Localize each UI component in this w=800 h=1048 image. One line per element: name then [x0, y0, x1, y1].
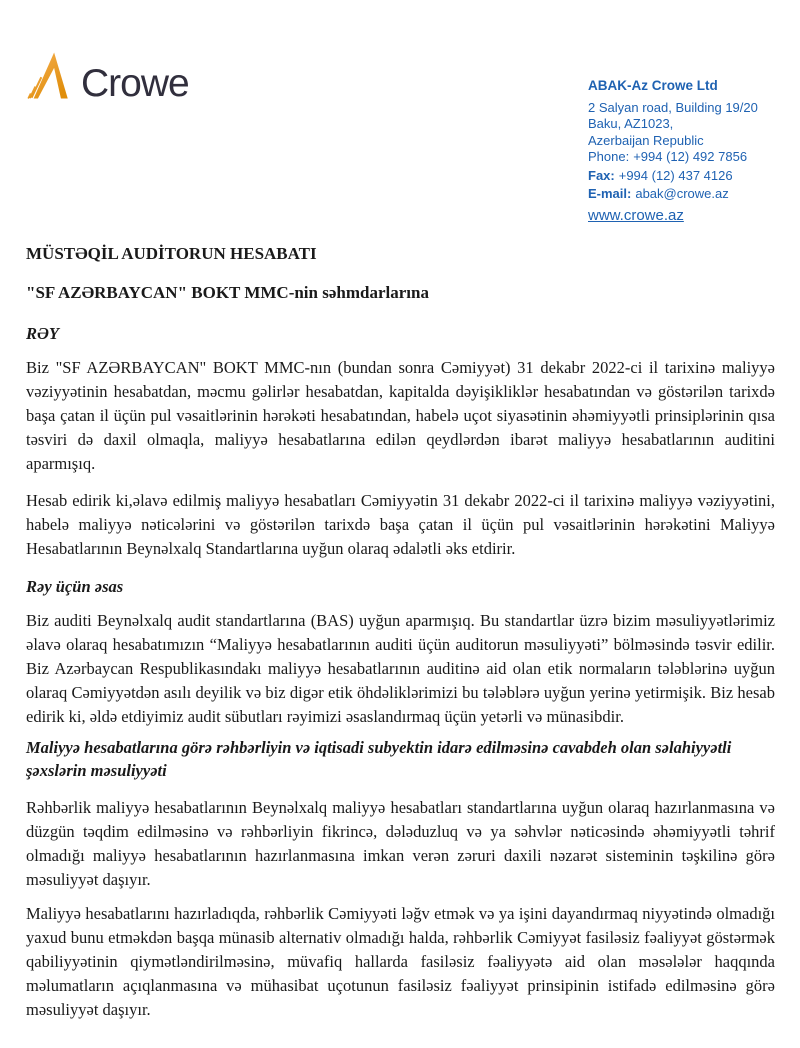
section-heading-management-responsibility: Maliyyə hesabatlarına görə rəhbərliyin və iqtisadi subyektin idarə edilməsinə cavabdeh olan səlahiyyətli şəxslərin məsuliyyəti: [26, 738, 732, 780]
section-heading-basis-for-opinion: Rəy üçün əsas: [26, 577, 124, 596]
letterhead-contact-block: [588, 78, 758, 225]
phone-line: [588, 149, 758, 166]
responsibility-paragraph-1: Rəhbərlik maliyyə hesabatlarının Beynəlxalq maliyyə hesabatları standartlarına uyğun olaraq hazırlanmasına və düzgün təqdim edilməsinə və rəhbərliyin fikrincə, dələduzluq və ya səhvlər nəticəsində əhəmiyyətli təhrif olmadığı maliyyə hesabatlarının hazırlanmasına imkan verən zəruri daxili nəzarət sisteminin təşkilinə görə məsuliyyət daşıyır.: [26, 798, 775, 889]
fax-value: +994 (12) 437 4126: [618, 167, 733, 183]
opinion-paragraph-1: Biz "SF AZƏRBAYCAN" BOKT MMC-nın (bundan sonra Cəmiyyət) 31 dekabr 2022-ci il tarixinə maliyyə vəziyyətinin hesabatdan, məcmu gəlirlər hesabatdan, kapitalda dəyişikliklər hesabatından və göstərilən tarixdə başa çatan il üçün pul vəsaitlərinin hərəkəti hesabatından, habelə uçot siyasətinin əhəmiyyətli prinsiplərinin qısa təsviri də daxil olmaqla, maliyyə hesabatlarına edilən qeydlərdən ibarət maliyyə hesabatlarının auditini aparmışıq.: [26, 358, 775, 473]
firm-name: ABAK-Az Crowe Ltd: [588, 78, 718, 93]
email-value: abak@crowe.az: [635, 186, 729, 201]
address-line: Baku, AZ1023,: [588, 116, 674, 131]
report-addressee: "SF AZƏRBAYCAN" BOKT MMC-nin səhmdarlarına: [26, 283, 429, 302]
address-line: 2 Salyan road, Building 19/20: [588, 99, 758, 115]
responsibility-paragraph-2: Maliyyə hesabatlarını hazırladıqda, rəhbərlik Cəmiyyəti ləğv etmək və ya işini dayandırmaq niyyətində olmadığı yaxud bunu etməkdən başqa münasib alternativ olmadığı halda, rəhbərlik Cəmiyyət fasiləsiz fəaliyyət göstərmək qabiliyyətinin qiymətləndirilməsinə, müvafiq hallarda fasiləsiz fəaliyyətə aid olan məsələlər haqqında məlumatların açıqlanmasına və mühasibat uçotunun fasiləsiz fəaliyyət prinsipinin istifadə edilməsinə görə məsuliyyət daşıyır.: [26, 904, 775, 1019]
website-line: [588, 207, 758, 225]
letterhead: [0, 0, 800, 244]
report-title: MÜSTƏQİL AUDİTORUN HESABATI: [26, 244, 317, 263]
crowe-wordmark: Crowe: [81, 62, 189, 105]
website-link[interactable]: www.crowe.az: [588, 206, 684, 224]
email-line: [588, 186, 758, 203]
phone-label: Phone:: [588, 149, 630, 164]
phone-value: +994 (12) 492 7856: [633, 149, 748, 164]
basis-paragraph: Biz auditi Beynəlxalq audit standartlarına (BAS) uyğun aparmışıq. Bu standartlar üzrə bizim məsuliyyətlərimiz əlavə olaraq hesabatımızın “Maliyyə hesabatlarının auditi üçün auditorun məsuliyyəti” bölməsində təsvir edilir. Biz Azərbaycan Respublikasındakı maliyyə hesabatlarının auditinə aid olan etik normaların tələblərinə uyğun olaraq Cəmiyyətdən asılı deyilik və biz digər etik öhdəliklərimizi bu tələblərə uyğun yerinə yetirmişik. Biz hesab edirik ki, əldə etdiyimiz audit sübutları rəyimizi əsaslandırmaq üçün yetərli və münasibdir.: [26, 611, 775, 726]
section-heading-opinion: RƏY: [26, 324, 59, 343]
fax-label: Fax:: [588, 167, 615, 183]
crowe-logo: [26, 50, 189, 105]
opinion-paragraph-2: Hesab edirik ki,əlavə edilmiş maliyyə hesabatları Cəmiyyətin 31 dekabr 2022-ci il tarixinə maliyyə vəziyyətini, habelə maliyyə nəticələrini və göstərilən tarixdə başa çatan il üçün pul vəsaitlərinin hərəkətini Maliyyə Hesabatlarının Beynəlxalq Standartlarına uyğun olaraq ədalətli əks etdirir.: [26, 491, 775, 558]
crowe-peak-icon: [26, 50, 72, 101]
fax-line: [588, 168, 758, 185]
report-body: [26, 244, 775, 1022]
email-label: E-mail:: [588, 186, 632, 201]
address-line: Azerbaijan Republic: [588, 132, 704, 148]
